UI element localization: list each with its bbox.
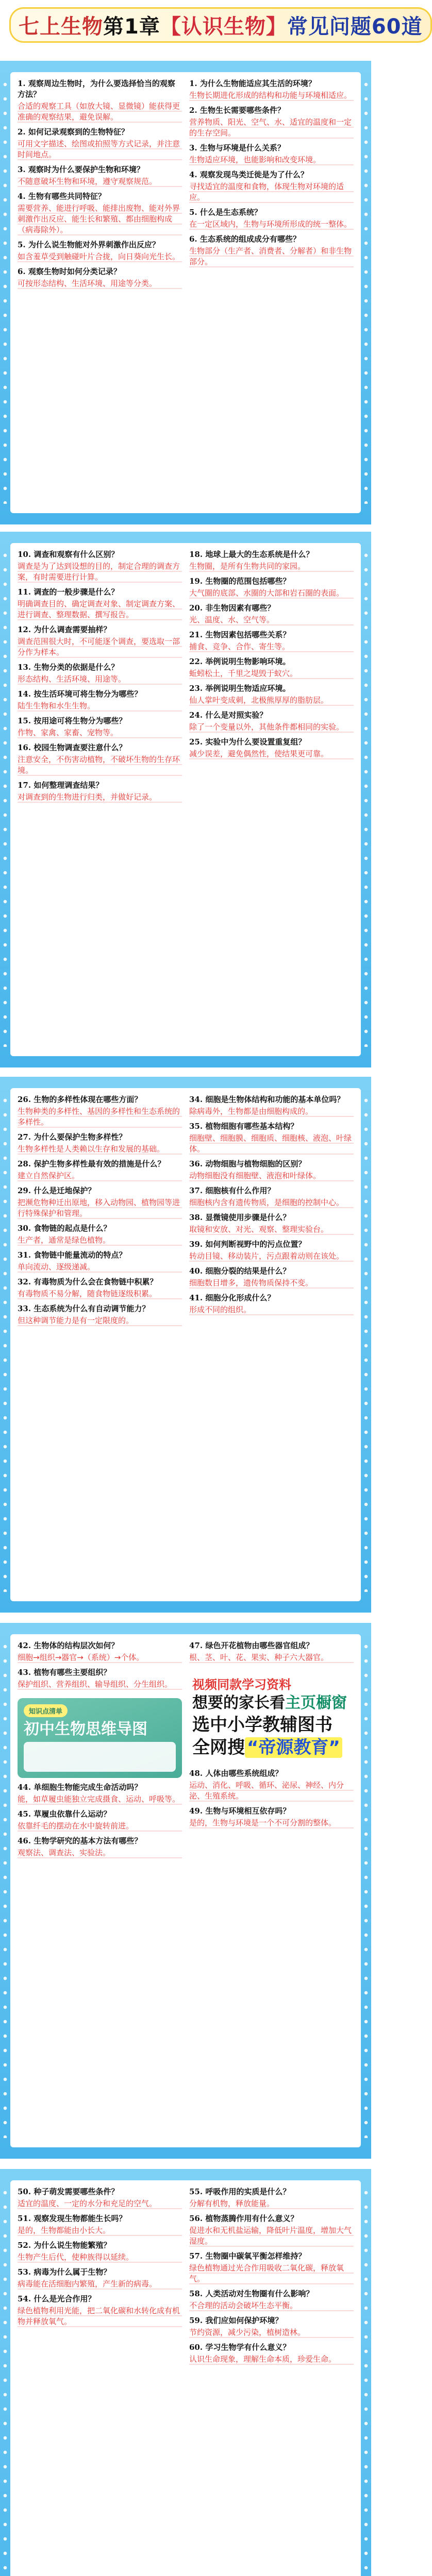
answer-text: 可用文字描述、绘图或拍照等方式记录，并注意时间地点。 <box>18 139 182 160</box>
qa-section-5 <box>0 2169 371 2576</box>
answer-text: 陆生生物和水生生物。 <box>18 701 182 711</box>
question-text: 39. 如何判断视野中的污点位置？ <box>189 1240 306 1249</box>
answer-text: 调查范围很大时，不可能逐个调查，要选取一部分作为样本。 <box>18 636 182 658</box>
question-text: 6. 生态系统的组成成分有哪些？ <box>189 234 301 244</box>
question-text: 51. 观察发现生物都能生长吗？ <box>18 2214 127 2223</box>
answer-text: 形态结构、生活环境、用途等。 <box>18 674 182 685</box>
answer-text: 明确调查目的、确定调查对象、制定调查方案、进行调查、整理数据、撰写报告。 <box>18 599 182 620</box>
qa-section-3 <box>0 1077 371 1613</box>
qa-item <box>189 1159 354 1181</box>
question-text: 33. 生态系统为什么有自动调节能力？ <box>18 1304 150 1313</box>
promo-block[interactable] <box>189 1671 354 1764</box>
question-text: 52. 为什么说生物能繁殖？ <box>18 2241 111 2250</box>
qa-item <box>189 737 354 759</box>
qa-item <box>18 2187 182 2209</box>
page-header <box>0 0 423 61</box>
answer-text: 生物多样性是人类赖以生存和发展的基础。 <box>18 1144 182 1155</box>
answer-text: 不随意破坏生物和环境，遵守观察规范。 <box>18 176 182 187</box>
qa-item <box>18 689 182 711</box>
qa-item <box>189 1768 354 1802</box>
question-text: 23. 举例说明生物适应环境。 <box>189 684 291 693</box>
promo-line-2b: 主页橱窗 <box>285 1694 347 1712</box>
answer-text: 注意安全，不伤害动植物，不破坏生物的生存环境。 <box>18 754 182 776</box>
qa-item <box>18 1185 182 1219</box>
question-text: 42. 生物体的结构层次如何？ <box>18 1641 119 1650</box>
question-text: 58. 人类活动对生物圈有什么影响？ <box>189 2289 314 2298</box>
question-text: 36. 动物细胞与植物细胞的区别？ <box>189 1159 306 1168</box>
question-text: 19. 生物圈的范围包括哪些？ <box>189 577 291 586</box>
qa-column-right <box>189 549 354 1050</box>
answer-text: 合适的观察工具（如放大镜、显微镜）能获得更准确的观察结果，避免误解。 <box>18 101 182 123</box>
answer-text: 是的，生物与环境是一个不可分割的整体。 <box>189 1818 354 1828</box>
qa-grid <box>18 78 354 507</box>
answer-text: 生物适应环境，也能影响和改变环境。 <box>189 155 354 165</box>
question-text: 28. 保护生物多样性最有效的措施是什么？ <box>18 1159 165 1168</box>
answer-text: 生物产生后代，使种族得以延续。 <box>18 2252 182 2263</box>
qa-item <box>189 656 354 679</box>
qa-column-left <box>18 549 182 1050</box>
qa-column-right <box>189 1640 354 2141</box>
qa-item <box>18 191 182 235</box>
qa-section-1 <box>0 61 371 524</box>
question-text: 45. 草履虫依靠什么运动？ <box>18 1809 111 1819</box>
answer-text: 转动目镜、移动装片，污点跟着动则在该处。 <box>189 1251 354 1262</box>
qa-item <box>189 170 354 203</box>
qa-item <box>189 603 354 625</box>
question-text: 29. 什么是迁地保护？ <box>18 1186 96 1195</box>
answer-text: 作物、家禽、家畜、宠物等。 <box>18 727 182 738</box>
answer-text: 营养物质、阳光、空气、水、适宜的温度和一定的生存空间。 <box>189 117 354 139</box>
answer-text: 如含羞草受到触碰叶片合拢，向日葵向光生长。 <box>18 251 182 262</box>
question-text: 2. 生物生长需要哪些条件？ <box>189 106 285 115</box>
question-text: 56. 植物蒸腾作用有什么意义？ <box>189 2214 298 2223</box>
decorative-dots-left <box>2 1097 8 1592</box>
question-text: 41. 细胞分化形成什么？ <box>189 1293 275 1302</box>
qa-item <box>18 2240 182 2263</box>
qa-grid <box>18 2187 354 2576</box>
answer-text: 细胞壁、细胞膜、细胞质、细胞核、液泡、叶绿体。 <box>189 1133 354 1155</box>
answer-text: 取镜和安放、对光、观察、整理实验台。 <box>189 1224 354 1235</box>
title-count: 常见问题60道 <box>287 15 423 39</box>
question-text: 3. 生物与环境是什么关系？ <box>189 143 285 152</box>
question-text: 55. 呼吸作用的实质是什么？ <box>189 2187 291 2196</box>
promo-line-1: 视频同款学习资料 <box>192 1677 291 1692</box>
answer-text: 减少误差，避免偶然性，使结果更可靠。 <box>189 749 354 759</box>
question-text: 5. 为什么说生物能对外界刺激作出反应？ <box>18 240 160 249</box>
answer-text: 生物长期进化形成的结构和功能与环境相适应。 <box>189 90 354 101</box>
answer-text: 蚯蚓松土，千里之堤毁于蚁穴。 <box>189 668 354 679</box>
answer-text: 单向流动、逐级递减。 <box>18 1262 182 1273</box>
qa-item <box>18 2267 182 2290</box>
question-text: 14. 按生活环境可将生物分为哪些？ <box>18 689 142 699</box>
qa-grid <box>18 549 354 1050</box>
qa-section-2 <box>0 532 371 1067</box>
decorative-dots-right <box>363 81 369 504</box>
qa-item <box>18 2213 182 2236</box>
question-text: 1. 观察周边生物时，为什么要选择恰当的观察方法？ <box>18 79 175 99</box>
qa-column-right <box>189 2187 354 2576</box>
qa-item <box>189 576 354 599</box>
answer-text: 把濒危物种迁出原地，移入动物园、植物园等进行特殊保护和管理。 <box>18 1197 182 1219</box>
ad-tag: 知识点清单 <box>24 1704 68 1717</box>
answer-text: 可按形态结构、生活环境、用途等分类。 <box>18 278 182 289</box>
question-text: 2. 如何记录观察到的生物特征？ <box>18 127 129 137</box>
answer-text: 促进水和无机盐运输，降低叶片温度，增加大气湿度。 <box>189 2225 354 2247</box>
qa-item <box>18 1667 182 1690</box>
answer-text: 但这种调节能力是有一定限度的。 <box>18 1315 182 1326</box>
qa-item <box>189 1239 354 1262</box>
answer-text: 运动、消化、呼吸、循环、泌尿、神经、内分泌、生殖系统。 <box>189 1780 354 1802</box>
answer-text: 大气圈的底部、水圈的大部和岩石圈的表面。 <box>189 588 354 599</box>
answer-text: 细胞→组织→器官→（系统）→个体。 <box>18 1652 182 1663</box>
answer-text: 生产者，通常是绿色植物。 <box>18 1235 182 1246</box>
answer-text: 仙人掌叶变成刺，北极熊厚厚的脂肪层。 <box>189 695 354 706</box>
question-text: 54. 什么是光合作用？ <box>18 2294 96 2303</box>
qa-item <box>18 549 182 583</box>
answer-text: 生物种类的多样性、基因的多样性和生态系统的多样性。 <box>18 1106 182 1128</box>
question-text: 11. 调查的一般步骤是什么？ <box>18 587 119 597</box>
qa-item <box>189 549 354 572</box>
question-text: 4. 观察发现鸟类迁徙是为了什么？ <box>189 170 308 179</box>
qa-item <box>189 143 354 165</box>
qa-item <box>18 78 182 123</box>
question-text: 21. 生物因素包括哪些关系？ <box>189 630 291 639</box>
question-text: 3. 观察时为什么要保护生物和环境？ <box>18 165 144 174</box>
question-text: 49. 生物与环境相互依存吗？ <box>189 1806 291 1816</box>
qa-list-right-b <box>189 1768 354 1833</box>
qa-list-left-a <box>18 1640 182 1694</box>
answer-text: 依靠纤毛的摆动在水中旋转前进。 <box>18 1821 182 1832</box>
qa-item <box>18 2294 182 2327</box>
answer-text: 能，如草履虫能独立完成摄食、运动、呼吸等。 <box>18 1794 182 1805</box>
question-text: 46. 生物学研究的基本方法有哪些？ <box>18 1836 142 1845</box>
qa-item <box>189 1806 354 1828</box>
decorative-dots-right <box>363 1097 369 1592</box>
question-text: 25. 实验中为什么要设置重复组？ <box>189 737 306 747</box>
question-text: 35. 植物细胞有哪些基本结构？ <box>189 1122 298 1131</box>
question-text: 10. 调查和观察有什么区别？ <box>18 550 119 559</box>
answer-text: 绿色植物通过光合作用吸收二氧化碳，释放氧气。 <box>189 2263 354 2284</box>
qa-column-left <box>18 2187 182 2576</box>
qa-item <box>18 716 182 738</box>
answer-text: 光、温度、水、空气等。 <box>189 615 354 625</box>
qa-item <box>189 1266 354 1289</box>
title-chapter: 第1章 <box>103 15 160 39</box>
ad-title: 初中生物思维导图 <box>24 1720 147 1738</box>
answer-text: 不合理的活动会破坏生态平衡。 <box>189 2300 354 2311</box>
question-text: 48. 人体由哪些系统组成？ <box>189 1769 283 1778</box>
decorative-dots-right <box>363 1643 369 2138</box>
question-text: 53. 病毒为什么属于生物？ <box>18 2267 111 2277</box>
answer-text: 寻找适宜的温度和食物，体现生物对环境的适应。 <box>189 181 354 203</box>
qa-item <box>18 1159 182 1181</box>
answer-text: 调查是为了达到设想的目的，制定合理的调查方案，有时需要进行计算。 <box>18 561 182 583</box>
qa-item <box>189 1212 354 1235</box>
qa-item <box>189 105 354 139</box>
promo-brand: “帝源教育” <box>245 1737 342 1758</box>
question-text: 17. 如何整理调查结果？ <box>18 781 104 790</box>
answer-text: 节约资源，减少污染，植树造林。 <box>189 2327 354 2338</box>
qa-item <box>189 234 354 267</box>
qa-section-4 <box>0 1623 371 2159</box>
qa-item <box>189 1121 354 1155</box>
answer-text: 除病毒外，生物都是由细胞构成的。 <box>189 1106 354 1117</box>
answer-text: 绿色植物利用光能，把二氧化碳和水转化成有机物并释放氧气。 <box>18 2306 182 2327</box>
question-text: 50. 种子萌发需要哪些条件？ <box>18 2187 119 2196</box>
qa-item <box>18 1782 182 1805</box>
answer-text: 捕食、竞争、合作、寄生等。 <box>189 641 354 652</box>
qa-item <box>189 1293 354 1315</box>
answer-text: 在一定区域内，生物与环境所形成的统一整体。 <box>189 219 354 230</box>
decorative-dots-right <box>363 552 369 1047</box>
title-subject: 七上生物 <box>19 15 103 39</box>
question-text: 4. 生物有哪些共同特征？ <box>18 192 106 201</box>
question-text: 13. 生物分类的依据是什么？ <box>18 663 119 672</box>
qa-item <box>189 683 354 706</box>
qa-item <box>18 624 182 658</box>
qa-item <box>18 1640 182 1663</box>
qa-item <box>18 266 182 289</box>
mindmap-book-ad[interactable] <box>18 1698 182 1778</box>
question-text: 59. 我们应如何保护环境？ <box>189 2316 283 2325</box>
qa-item <box>189 78 354 101</box>
answer-text: 保护组织、营养组织、输导组织、分生组织。 <box>18 1679 182 1690</box>
question-text: 15. 按用途可将生物分为哪些？ <box>18 716 127 725</box>
qa-column-left <box>18 1094 182 1595</box>
page-title <box>9 7 432 43</box>
question-text: 37. 细胞核有什么作用？ <box>189 1186 275 1195</box>
qa-item <box>189 2251 354 2284</box>
question-text: 26. 生物的多样性体现在哪些方面？ <box>18 1095 142 1104</box>
qa-item <box>189 2187 354 2209</box>
qa-item <box>18 1250 182 1273</box>
answer-text: 形成不同的组织。 <box>189 1304 354 1315</box>
qa-item <box>18 127 182 160</box>
qa-item <box>18 1277 182 1299</box>
qa-item <box>18 240 182 262</box>
qa-item <box>189 630 354 652</box>
answer-text: 分解有机物，释放能量。 <box>189 2198 354 2209</box>
promo-line-2 <box>192 1693 351 1714</box>
question-text: 27. 为什么要保护生物多样性？ <box>18 1132 127 1142</box>
answer-text: 生物圈，是所有生物共同的家园。 <box>189 561 354 572</box>
question-text: 47. 绿色开花植物由哪些器官组成？ <box>189 1641 314 1650</box>
qa-item <box>18 780 182 803</box>
answer-text: 认识生命现象，理解生命本质，珍爱生命。 <box>189 2354 354 2365</box>
qa-grid <box>18 1094 354 1595</box>
qa-column-right <box>189 78 354 507</box>
qa-list-left-b <box>18 1782 182 1862</box>
qa-item <box>18 164 182 187</box>
question-text: 60. 学习生物学有什么意义？ <box>189 2343 291 2352</box>
qa-item <box>18 662 182 685</box>
question-text: 30. 食物链的起点是什么？ <box>18 1224 111 1233</box>
qa-item <box>189 2213 354 2247</box>
qa-item <box>189 1094 354 1117</box>
answer-text: 建立自然保护区。 <box>18 1171 182 1181</box>
question-text: 43. 植物有哪些主要组织？ <box>18 1668 111 1677</box>
decorative-dots-left <box>2 552 8 1047</box>
qa-item <box>189 207 354 230</box>
qa-item <box>189 1185 354 1208</box>
promo-line-3: 选中小学教辅图书 <box>192 1715 333 1735</box>
decorative-dots-right <box>363 2190 369 2576</box>
question-text: 1. 为什么生物能适应其生活的环境？ <box>189 79 316 88</box>
qa-item <box>18 1303 182 1326</box>
answer-text: 细胞数目增多，遗传物质保持不变。 <box>189 1278 354 1289</box>
qa-column-right <box>189 1094 354 1595</box>
question-text: 32. 有毒物质为什么会在食物链中积累？ <box>18 1277 158 1286</box>
answer-text: 生物部分（生产者、消费者、分解者）和非生物部分。 <box>189 246 354 267</box>
answer-text: 根、茎、叶、花、果实、种子六大器官。 <box>189 1652 354 1663</box>
promo-line-2a: 想要的家长看 <box>192 1694 285 1712</box>
qa-item <box>189 710 354 733</box>
qa-item <box>189 2315 354 2338</box>
qa-item <box>18 1836 182 1858</box>
qa-grid <box>18 1640 354 2141</box>
question-text: 12. 为什么调查需要抽样？ <box>18 625 111 634</box>
question-text: 22. 举例说明生物影响环境。 <box>189 657 291 666</box>
qa-item <box>18 1094 182 1128</box>
question-text: 44. 单细胞生物能完成生命活动吗？ <box>18 1783 142 1792</box>
decorative-dots-left <box>2 2190 8 2576</box>
question-text: 40. 细胞分裂的结果是什么？ <box>189 1266 291 1276</box>
answer-text: 是的，生物都能由小长大。 <box>18 2225 182 2236</box>
answer-text: 病毒能在活细胞内繁殖，产生新的病毒。 <box>18 2279 182 2290</box>
answer-text: 动物细胞没有细胞壁、液泡和叶绿体。 <box>189 1171 354 1181</box>
answer-text: 观察法、调查法、实验法。 <box>18 1848 182 1858</box>
answer-text: 适宜的温度、一定的水分和充足的空气。 <box>18 2198 182 2209</box>
qa-item <box>18 1809 182 1832</box>
question-text: 24. 什么是对照实验？ <box>189 710 268 720</box>
qa-item <box>18 1132 182 1155</box>
qa-item <box>189 2342 354 2365</box>
qa-item <box>189 1640 354 1663</box>
decorative-dots-left <box>2 81 8 504</box>
ad-preview-strip <box>24 1742 176 1772</box>
answer-text: 对调查到的生物进行归类，并做好记录。 <box>18 792 182 803</box>
question-text: 34. 细胞是生物体结构和功能的基本单位吗？ <box>189 1095 345 1104</box>
question-text: 5. 什么是生态系统？ <box>189 208 262 217</box>
decorative-dots-left <box>2 1643 8 2138</box>
question-text: 31. 食物链中能量流动的特点？ <box>18 1250 127 1260</box>
title-topic: 【认识生物】 <box>160 15 287 39</box>
qa-item <box>18 742 182 776</box>
question-text: 18. 地球上最大的生态系统是什么？ <box>189 550 314 559</box>
question-text: 57. 生物圈中碳氧平衡怎样维持？ <box>189 2251 306 2261</box>
qa-item <box>18 587 182 620</box>
qa-item <box>18 1223 182 1246</box>
qa-list-right-a <box>189 1640 354 1667</box>
question-text: 20. 非生物因素有哪些？ <box>189 603 275 613</box>
promo-line-4a: 全网搜 <box>192 1737 245 1758</box>
question-text: 38. 显微镜使用步骤是什么？ <box>189 1213 291 1222</box>
answer-text: 需要营养、能进行呼吸、能排出废物、能对外界刺激作出反应、能生长和繁殖、都由细胞构成（病毒除外）。 <box>18 203 182 235</box>
answer-text: 有毒物质不易分解，随食物链逐级积累。 <box>18 1289 182 1299</box>
answer-text: 除了一个变量以外，其他条件都相同的实验。 <box>189 722 354 733</box>
promo-line-4 <box>192 1736 351 1759</box>
question-text: 6. 观察生物时如何分类记录？ <box>18 267 121 276</box>
question-text: 16. 校园生物调查要注意什么？ <box>18 743 127 752</box>
answer-text: 细胞核内含有遗传物质，是细胞的控制中心。 <box>189 1197 354 1208</box>
qa-column-left <box>18 78 182 507</box>
qa-item <box>189 2289 354 2311</box>
qa-column-left <box>18 1640 182 2141</box>
